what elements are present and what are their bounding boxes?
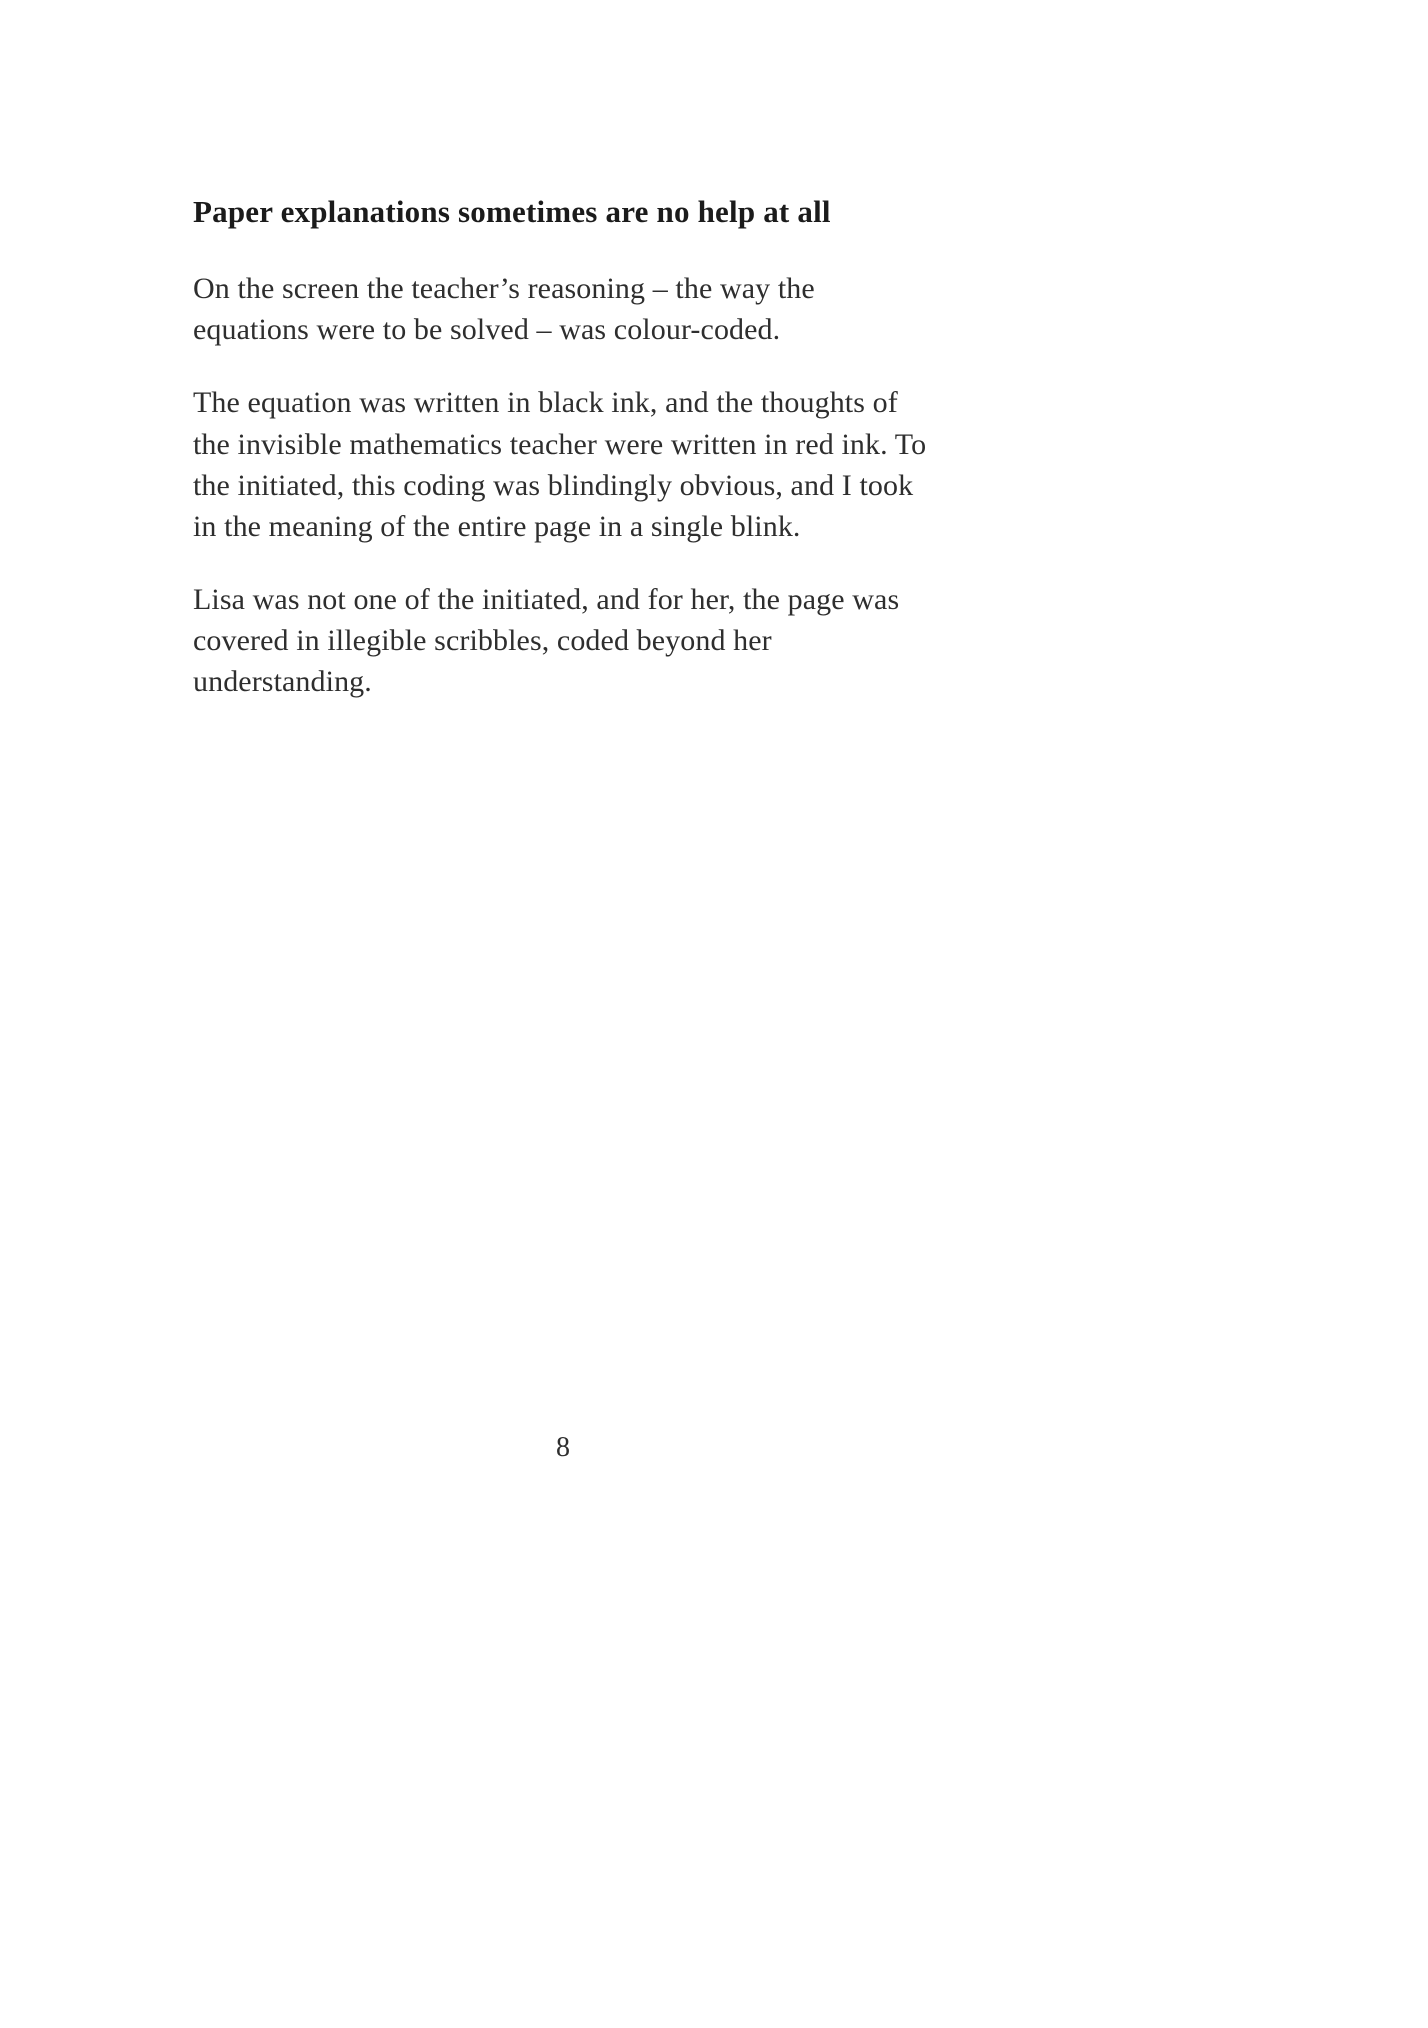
section-heading: Paper explanations sometimes are no help at all — [193, 194, 831, 229]
text-column — [193, 192, 933, 734]
page-number: 8 — [556, 1432, 570, 1463]
paragraph: Lisa was not one of the initiated, and for her, the page was covered in illegible scribbles, coded beyond her understanding. — [193, 582, 900, 699]
paragraph: On the screen the teacher’s reasoning – the way the equations were to be solved – was colour-coded. — [193, 272, 815, 347]
paragraph: The equation was written in black ink, and the thoughts of the invisible mathematics teacher were written in red ink. To the initiated, this coding was blindingly obvious, and I took in the meaning of the entire page in a single blink. — [193, 386, 927, 543]
